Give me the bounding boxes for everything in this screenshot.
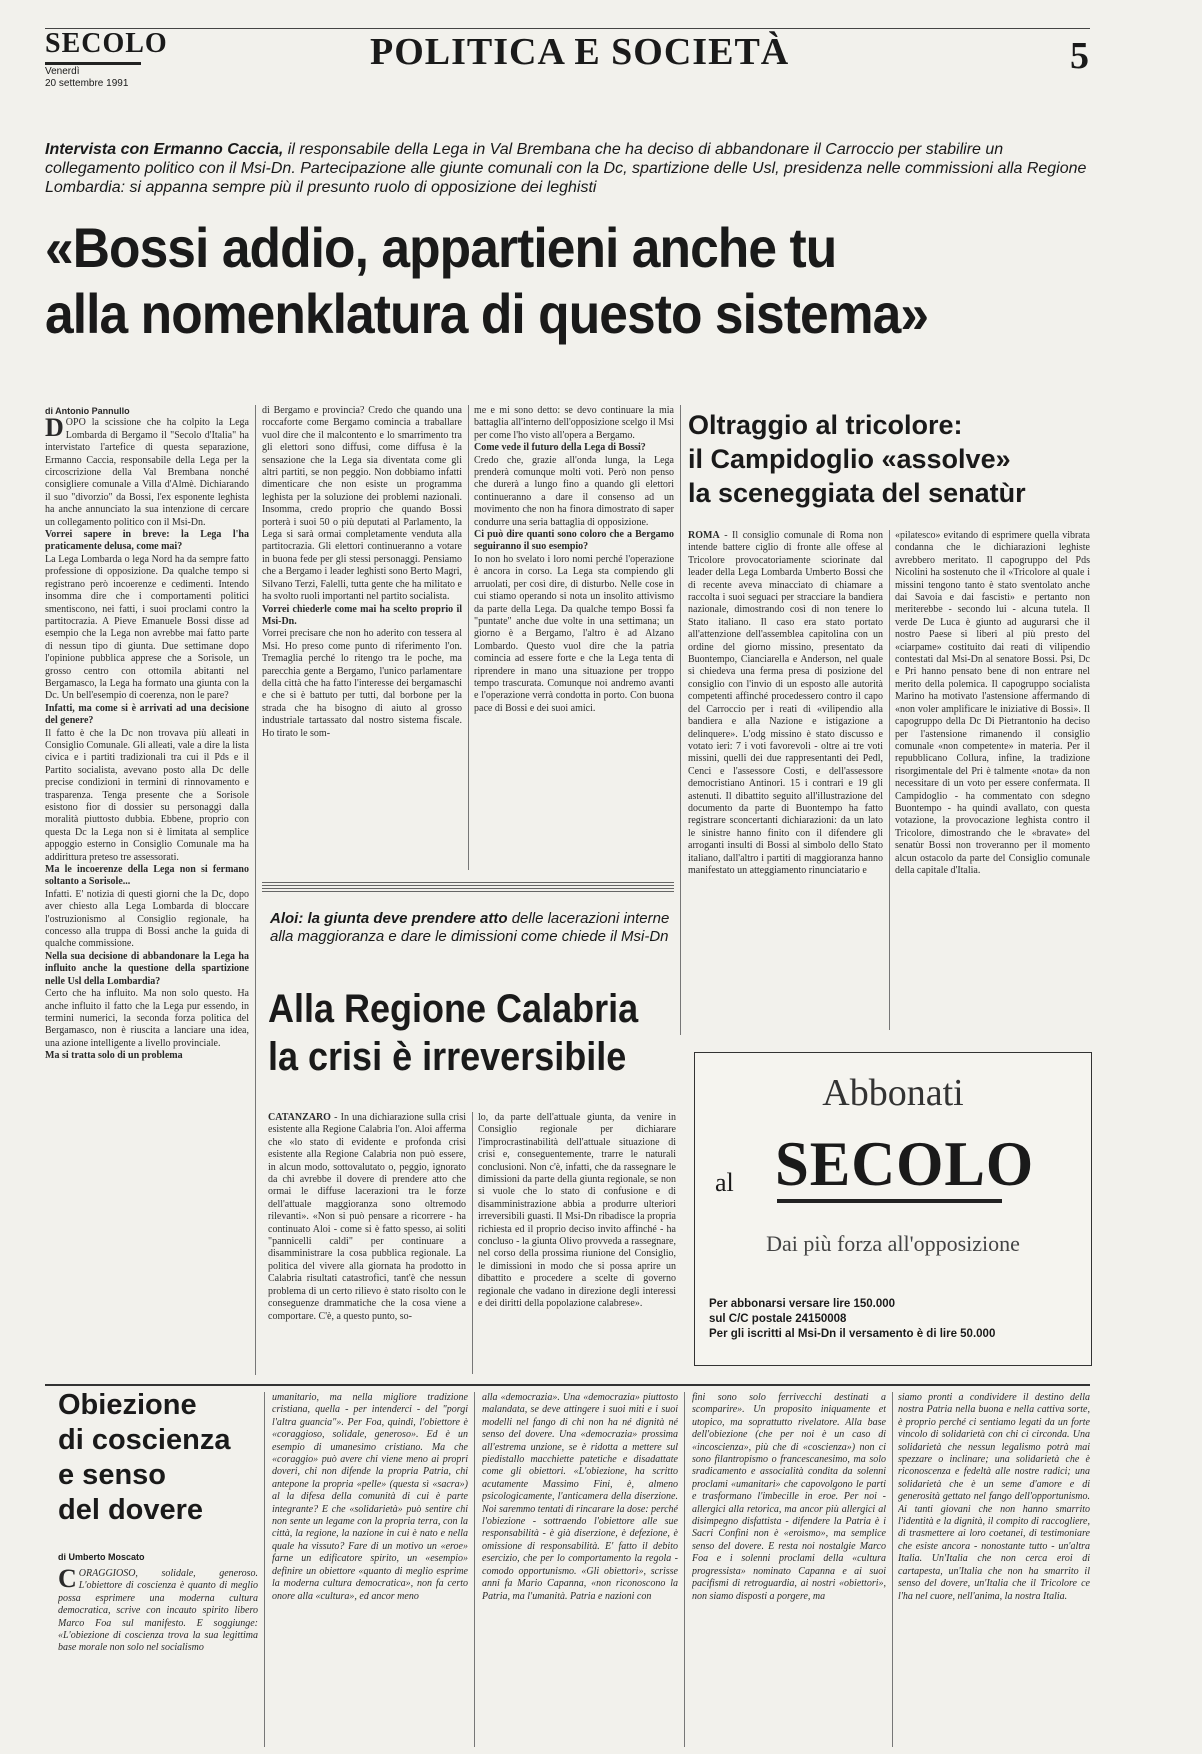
obiezione-column-2	[272, 1392, 468, 1747]
oltraggio-headline-line1: Oltraggio al tricolore:	[688, 410, 963, 440]
lead-intro-label: Intervista con Ermanno Caccia,	[45, 141, 284, 158]
column-rule	[255, 405, 256, 1375]
obiezione-column-3	[482, 1392, 678, 1747]
ad-line-2: sul C/C postale 24150008	[709, 1313, 847, 1325]
lead-col1b-text: La Lega Lombarda o lega Nord ha da sempre fatto professione di opposizione. Da qualche tempo si registrano però incoerenze e cedimenti. Intendo insomma dire che i comportamenti politici smentiscono, nei fatti, i suoi proclami contro la partitocrazia. A Pieve Emanuele Bossi disse ad esempio che la Lega non avrebbe mai fatto parte di nessun tipo di giunta. Due settimane dopo l'opinione pubblica apprese che a Sorisole, un grosso centro con ottomila abitanti nel Bergamasco, la Lega ha formato una giunta con la Dc. Un bell'esempio di coerenza, non le pare?	[45, 553, 249, 702]
lead-col1-text: OPO la scissione che ha colpito la Lega Lombarda di Bergamo il "Secolo d'Italia" ha intervistato l'artefice di questa separazione, Ermanno Caccia, responsabile della Lega per la circoscrizione della Val Brembana nonché consigliere comunale a Villa d'Almè. Dichiarando il suo "divorzio" da Bossi, l'ex esponente leghista ha anche annunciato la sua intenzione di cercare un collegamento politico con il Msi-Dn.	[45, 417, 249, 528]
ad-tagline: Dai più forza all'opposizione	[766, 1231, 1020, 1256]
column-rule	[472, 1112, 473, 1374]
obiezione-column-5	[898, 1392, 1090, 1747]
calabria-kicker-text: delle lacerazioni interne alla maggioranza e dare le dimissioni come chiede il Msi-Dn	[270, 910, 670, 945]
subscription-ad	[694, 1052, 1092, 1366]
calabria-col1-text: - In una dichiarazione sulla crisi esistente alla Regione Calabria l'on. Aloi afferma che «lo stato di evidente e profonda crisi esistente alla Regione Calabria non può essere, in alcun modo, sottovalutato o, peggio, ignorato da chi avrebbe il dovere di prendere atto che ormai le diffuse lacerazioni tra le forze dell'attuale maggioranza sono oltremodo rilevanti». «Non si può pensare a ricorrere - ha continuato Aloi - come si è fatto spesso, ai soliti "pannicelli caldi" per continuare a disamministrare la cosa pubblica regionale. La politica del vivere alla giornata ha prodotto in Calabria risultati catastrofici, tant'è che nessun problema di un certo rilievo è stato risolto con le conseguenze drammatiche che la cosa viene a comportare. C'è, a questo punto, so-	[268, 1112, 466, 1322]
lead-question-8: Ci può dire quanti sono coloro che a Bergamo seguiranno il suo esempio?	[474, 529, 674, 553]
lead-dropcap: D	[45, 413, 64, 443]
obiezione-col4-text: fini sono solo ferrivecchi destinati a scomparire». Un proposito iniquamente et utopico, ma soprattutto rivelatore. Alla base dell'obiezione (che per noi è un caso di «incoscienza», più che di «coscienza») non ci sono filantropismo o francescanesimo, ma solo sradicamento e associalità condita da solenni proclami «umanitari» che capovolgono le parti e trasformano l'imbecille in eroe. Per noi - allergici alla retorica, ma ancor più allergici al disimpegno disfattista - difendere la Patria è i Sacri Confini non è «eroismo», ma semplice senso del dovere. E resta noi nostalgie Marco Foa e i solenni proclami della «cultura progressista» nominato Capanna e ai suoi pacifismi di retroguardia, ai nostri «obiettori», non siamo disposti a porgere, ma	[692, 1392, 886, 1602]
lead-column-2	[262, 405, 462, 870]
obiezione-headline-line3: e senso	[58, 1459, 166, 1491]
oltraggio-col1-text: - Il consiglio comunale di Roma non intende battere ciglio di fronte alle offese al Tricolore provocatoriamente sciorinate dal leader della Lega Lombarda Umberto Bossi che di recente aveva minacciato di chiamare a raccolta i suoi seguaci per stracciare la bandiera nazionale, dimostrando così di non tenere lo Stato italiano. Il caso era stato portato all'attenzione dell'assemblea capitolina con un ordine del giorno missino, presentato da Buontempo, Cianciarella e Anderson, nel quale si chiedeva una ferma presa di posizione del consiglio con l'invio di un esposto alle autorità competenti affinché procedessero contro il capo del Carroccio per i reati di «vilipendio alla bandiera e alla Nazione e istigazione a delinquere». L'odg missino è stato discusso e votato ieri: 7 i voti favorevoli - oltre ai tre voti missini, quelli dei due rappresentanti dei Pedl, Cenci e l'assessore Costi, e dell'assessore democristiano Antinori. 15 i contrari e 19 gli astenuti. Il dibattito seguito all'illustrazione del documento da parte di Buontempo ha fatto registrare sconcertanti dichiarazioni: da un lato le sinistre hanno finito con il difendere gli arroganti insulti di Bossi al simbolo dello Stato italiano, dall'altro i partiti di maggioranza hanno manifestato un atteggiamento rinunciatario e	[688, 530, 883, 876]
calabria-kicker	[270, 910, 670, 946]
column-rule	[684, 1392, 685, 1747]
oltraggio-column-2	[895, 530, 1090, 1030]
masthead-date	[45, 66, 128, 90]
lead-question-4: Nella sua decisione di abbandonare la Lega ha influito anche la questione della spartizione nelle Usl della Lombardia?	[45, 950, 249, 987]
lead-question-6: Vorrei chiederle come mai ha scelto proprio il Msi-Dn.	[262, 603, 462, 627]
ad-top-text: Abbonati	[822, 1072, 964, 1114]
calabria-dateline: CATANZARO	[268, 1112, 331, 1123]
lead-intro-text: il responsabile della Lega in Val Brembana che ha deciso di abbandonare il Carroccio per stabilire un collegamento politico con il Msi-Dn. Partecipazione alle giunte comunali con la Dc, spartizione delle Usl, presidenza nelle commissioni alla Regione Lombardia: si appanna sempre più il presunto ruolo di opposizione dei leghisti	[45, 141, 1087, 196]
obiezione-headline-line4: del dovere	[58, 1494, 204, 1526]
lead-column-3	[474, 405, 674, 870]
top-rule	[45, 28, 1090, 29]
calabria-headline	[268, 985, 646, 1081]
masthead-day: Venerdì	[45, 66, 80, 77]
lead-col3-text: me e mi sono detto: se devo continuare la mia battaglia all'interno dell'opposizione scelgo il Msi per come l'ho visto all'opera a Bergamo.	[474, 405, 674, 441]
calabria-col2-text: lo, da parte dell'attuale giunta, da venire in Consiglio regionale per dichiarare l'improcrastinabilità dell'attuale situazione di crisi e, conseguentemente, trarre le naturali conclusioni. Non c'è, infatti, che da rassegnare le dimissioni da parte della giunta regionale, se non si vuole che lo stato di confusione e di disamministrazione abbia a produrre ulteriori irreversibili guasti. Il Msi-Dn ribadisce la propria richiesta ed il proprio deciso invito affinché - ha concluso - la giunta Olivo provveda a rassegnare, nel corso della prossima riunione del Consiglio, le dimissioni in modo che si possa aprire un dibattito e procedere a scelte di governo regionale che vadano in direzione degli interessi e dei diritti della popolazione calabrese».	[478, 1112, 676, 1310]
obiezione-byline: di Umberto Moscato	[58, 1552, 145, 1562]
lead-col2-text: di Bergamo e provincia? Credo che quando una roccaforte come Bergamo comincia a traballare vuol dire che il malcontento e lo smarrimento tra gli elettori sono diffusi, come diffusa è la sensazione che la Lega sia diventata come gli altri partiti, se non peggio. Non dobbiamo infatti dimenticare che non esiste un programma leghista per la soluzione dei problemi nazionali. Insomma, credo proprio che quando Bossi porterà i suoi 50 o più deputati al Parlamento, la Lega si sarà ormai completamente venduta alla partitocrazia. Gli elettori continueranno a votare in buona fede per gli stessi personaggi. Pensiamo che a Bergamo i leader leghisti sono Berto Magri, Silvano Terzi, Falelli, tutta gente che ha militato e ha svolto ruoli importanti nel partito socialista.	[262, 405, 462, 603]
calabria-column-1	[268, 1112, 466, 1374]
oltraggio-headline	[688, 408, 1088, 510]
oltraggio-column-1	[688, 530, 883, 1030]
calabria-headline-line1: Alla Regione Calabria	[268, 987, 639, 1031]
oltraggio-headline-line3: la sceneggiata del senatùr	[688, 478, 1026, 508]
lead-col1d-text: Infatti. E' notizia di questi giorni che la Dc, dopo aver chiesto alla Lega Lombarda di bloccare l'ostruzionismo al Consiglio regionale, ha concesso alla truppa di Bossi anche la guida di qualche commissione.	[45, 888, 249, 950]
lead-col2b-text: Vorrei precisare che non ho aderito con tessera al Msi. Ho preso come punto di riferimento l'on. Tremaglia perché lo ritengo tra le poche, ma parecchia gente a Bergamo, l'unico parlamentare della città che ha fatto l'interesse dei bergamaschi e che si è battuto per tutti, dal borbone per la strada che ha bisogno di aiuto al grosso industriale tartassato dal nostro sistema fiscale. Ho tirato le som-	[262, 628, 462, 739]
masthead-date-text: 20 settembre 1991	[45, 78, 129, 89]
lead-question-7: Come vede il futuro della Lega di Bossi?	[474, 442, 646, 454]
section-hatch-rule	[262, 882, 674, 892]
obiezione-column-1	[58, 1568, 258, 1748]
column-rule	[468, 405, 469, 870]
obiezione-dropcap: C	[58, 1568, 77, 1593]
ad-line-3: Per gli iscritti al Msi-Dn il versamento è di lire 50.000	[709, 1328, 996, 1340]
ad-logo: SECOLO	[775, 1128, 1035, 1199]
lead-column-1	[45, 405, 249, 1375]
obiezione-headline-line2: di coscienza	[58, 1424, 231, 1456]
ad-details	[709, 1297, 1079, 1342]
oltraggio-col2-text: «pilatesco» evitando di esprimere quella vibrata condanna che le dichiarazioni leghiste avrebbero meritato. Il capogruppo del Pds Nicolini ha sostenuto che il «Tricolore al quale i missini tengono tanto è stato sventolato anche dai Savoia e dai fascisti» e pertanto non meriterebbe - secondo lui - alcuna tutela. Il verde De Luca è giunto ad augurarsi che il nostro Paese si liberi al più presto del «ciarpame» costituito dai reati di vilipendio contestati dal Msi-Dn al senatore Bossi. Psi, Dc e Pri hanno pensato bene di non entrare nel merito della polemica. Il capogruppo socialista Marino ha motivato l'astensione affermando di «non voler amplificare le iniziative di Bossi». Il capogruppo della Dc Di Pietrantonio ha deciso per l'astensione rimanendo il consiglio comunale «non competente» in materia. Per il repubblicano Collura, infine, la tradizione risorgimentale del Pri è talmente «nota» da non necessitare di un voto per essere confermata. Il Campidoglio - ha commentato con sdegno Buontempo - ha quindi avallato, con questa votazione, la provocazione leghista contro il Tricolore, dimostrando che le «bravate» del senatùr Bossi non troveranno per il momento alcun ostacolo da parte del Consiglio comunale della capitale d'Italia.	[895, 530, 1090, 876]
lead-question-1: Vorrei sapere in breve: la Lega l'ha praticamente delusa, come mai?	[45, 529, 249, 553]
obiezione-headline-line1: Obiezione	[58, 1389, 197, 1421]
column-rule	[889, 530, 890, 1030]
calabria-column-2	[478, 1112, 676, 1374]
oltraggio-dateline: ROMA	[688, 530, 720, 541]
column-rule	[680, 405, 681, 1035]
lead-col1c-text: Il fatto è che la Dc non trovava più alleati in Consiglio Comunale. Gli alleati, vale a dire la lista civica e i partiti tradizionali tra cui il Pds e il Partito socialista, avevano posto alla Dc delle precise condizioni in termini di rinnovamento e trasparenza. Tenga presente che a Sorisole esistono fior di dossier su personaggi dalla moralità piuttosto dubbia. Ebbene, proprio con questa Dc la Lega non si è limitata al semplice appoggio esterno in Consiglio Comunale ma ha addirittura preteso tre assessorati.	[45, 727, 249, 863]
masthead-logo-bar	[45, 62, 141, 65]
column-rule	[892, 1392, 893, 1747]
obiezione-headline	[58, 1388, 258, 1528]
lead-byline: di Antonio Pannullo	[45, 406, 130, 416]
lead-question-3: Ma le incoerenze della Lega non si fermano soltanto a Sorisole...	[45, 864, 249, 888]
lead-col3b-text: Credo che, grazie all'onda lunga, la Lega prenderà comunque molti voti. Però non penso che durerà a lungo fino a quando gli elettori continueranno a dare il consenso ad un movimento che non ha finora dimostrato di saper condurre una seria battaglia di opposizione.	[474, 454, 674, 528]
lead-question-2: Infatti, ma come si è arrivati ad una decisione del genere?	[45, 702, 249, 727]
ad-line-1: Per abbonarsi versare lire 150.000	[709, 1298, 896, 1310]
section-title: POLITICA E SOCIETÀ	[370, 31, 790, 73]
obiezione-col1-text: ORAGGIOSO, solidale, generoso. L'obiettore di coscienza è quanto di meglio possa esprimere una moderna cultura democratica, scrive con incauto spirito libero Marco Foa sul manifesto. E soggiunge: «L'obiezione di coscienza trova la sua legittima base morale non solo nel socialismo	[58, 1568, 258, 1654]
oltraggio-headline-line2: il Campidoglio «assolve»	[688, 444, 1011, 474]
lead-intro	[45, 140, 1095, 197]
section-divider	[45, 1384, 1090, 1386]
page-number: 5	[1070, 35, 1089, 77]
obiezione-column-4	[692, 1392, 886, 1747]
lead-question-5: Ma si tratta solo di un problema	[45, 1050, 183, 1062]
masthead-logo-text: SECOLO	[45, 28, 168, 59]
column-rule	[264, 1392, 265, 1747]
obiezione-col2-text: umanitario, ma nella migliore tradizione cristiana, quella - per intenderci - del "porgi l'altra guancia"». Per Foa, quindi, l'obiettore è «coraggioso, solidale, generoso». Ed è un esempio di umanesimo cristiano. Ma che «coraggio» può avere chi viene meno ai propri doveri, chi non difende la propria Patria, chi antepone la propria «pelle» (questa sì «sacra») al la difesa della comunità di cui è parte integrante? E che «solidarietà» può sentire chi non sente un legame con la propria terra, con la città, la regione, la nazione in cui è nato e nella quale ha vissuto? Fare di un motivo un «eroe» farne un edificatore spirito, un «esempio» definire un obiettore «quanto di meglio esprime la moderna cultura democratica», non fa certo onore alla «cultura», ed ancor meno	[272, 1392, 468, 1602]
ad-al-text: al	[715, 1168, 734, 1197]
obiezione-col5-text: siamo pronti a condividere il destino della nostra Patria nella buona e nella cattiva sorte, è proprio perché ci sentiamo legati da un forte vincolo di solidarietà con chi ci circonda. Una solidarietà che nessun legalismo potrà mai spezzare o inclinare; una solidarietà che è riconoscenza e fedeltà alle nostre radici; una solidarietà che è un seme d'amore e di generosità gettato nel fango dell'opportunismo. Ai tanti giovani che non hanno smarrito l'identità e la dignità, il compito di raccogliere, di trasmettere ai loro coetanei, di testimoniare che esiste ancora - nonostante tutto - un'altra Italia. Un'Italia che non cerca eroi di cartapesta, un'Italia che non ha smarrito il senso del dovere, un'Italia che il Tricolore ce l'ha nel cuore, nell'anima, la nostra Italia.	[898, 1392, 1090, 1602]
masthead-logo	[45, 28, 168, 65]
obiezione-col3-text: alla «democrazia». Una «democrazia» piuttosto malandata, se deve attingere i suoi miti e i suoi modelli nel fango di chi non ha né dignità né senso del dovere. Una «democrazia» prossima all'estrema unzione, se è ridotta a mettere sul piedistallo macchiette patetiche e disadattate come gli obiettori. «L'obiezione, ha scritto acutamente Massimo Fini, è, almeno psicologicamente, l'anticamera della diserzione. Noi saremmo tentati di rincarare la dose: perché l'obiezione - sottraendo l'obiettore alle sue responsabilità - è già diserzione, è defezione, è omissione di responsabilità. E' fatto il debito esercizio, che per lo comportamento la regola - comodo opportunismo. «Gli obiettori», scrisse anni fa Mario Capanna, «non riconoscono la Patria, ma l'umanità. Patria e nazioni con	[482, 1392, 678, 1602]
ad-logo-bar	[777, 1199, 1002, 1203]
lead-col1e-text: Certo che ha influito. Ma non solo questo. Ha anche influito il fatto che la Lega pur essendo, in termini numerici, la seconda forza politica del Bergamasco, non è riuscita a lanciare una idea, una azione intelligente a livello provinciale.	[45, 988, 249, 1049]
calabria-kicker-bold: Aloi: la giunta deve prendere atto	[270, 910, 508, 927]
calabria-headline-line2: la crisi è irreversibile	[268, 1035, 627, 1079]
lead-col3c-text: Io non ho svelato i loro nomi perché l'operazione è ancora in corso. La Lega sta compiendo gli arruolati, per così dire, di disturbo. Nelle cose in cui stiamo operando si nota un insolito attivismo da parte della Lega. Da qualche tempo Bossi fa "puntate" anche due volte in una settimana; un giorno è a Bergamo, l'altro è ad Alzano Lombardo. Questo vuol dire che la patria comincia ad essere forte e che la Lega tenta di riprendere in mano una situazione per troppo tempo trascurata. Comunque noi andremo avanti e l'operazione verrà condotta in porto. Con buona pace di Bossi e dei suoi amici.	[474, 553, 674, 714]
lead-headline	[45, 215, 1039, 347]
lead-headline-line2: alla nomenklatura di questo sistema»	[45, 282, 929, 345]
column-rule	[474, 1392, 475, 1747]
lead-headline-line1: «Bossi addio, appartieni anche tu	[45, 216, 837, 279]
